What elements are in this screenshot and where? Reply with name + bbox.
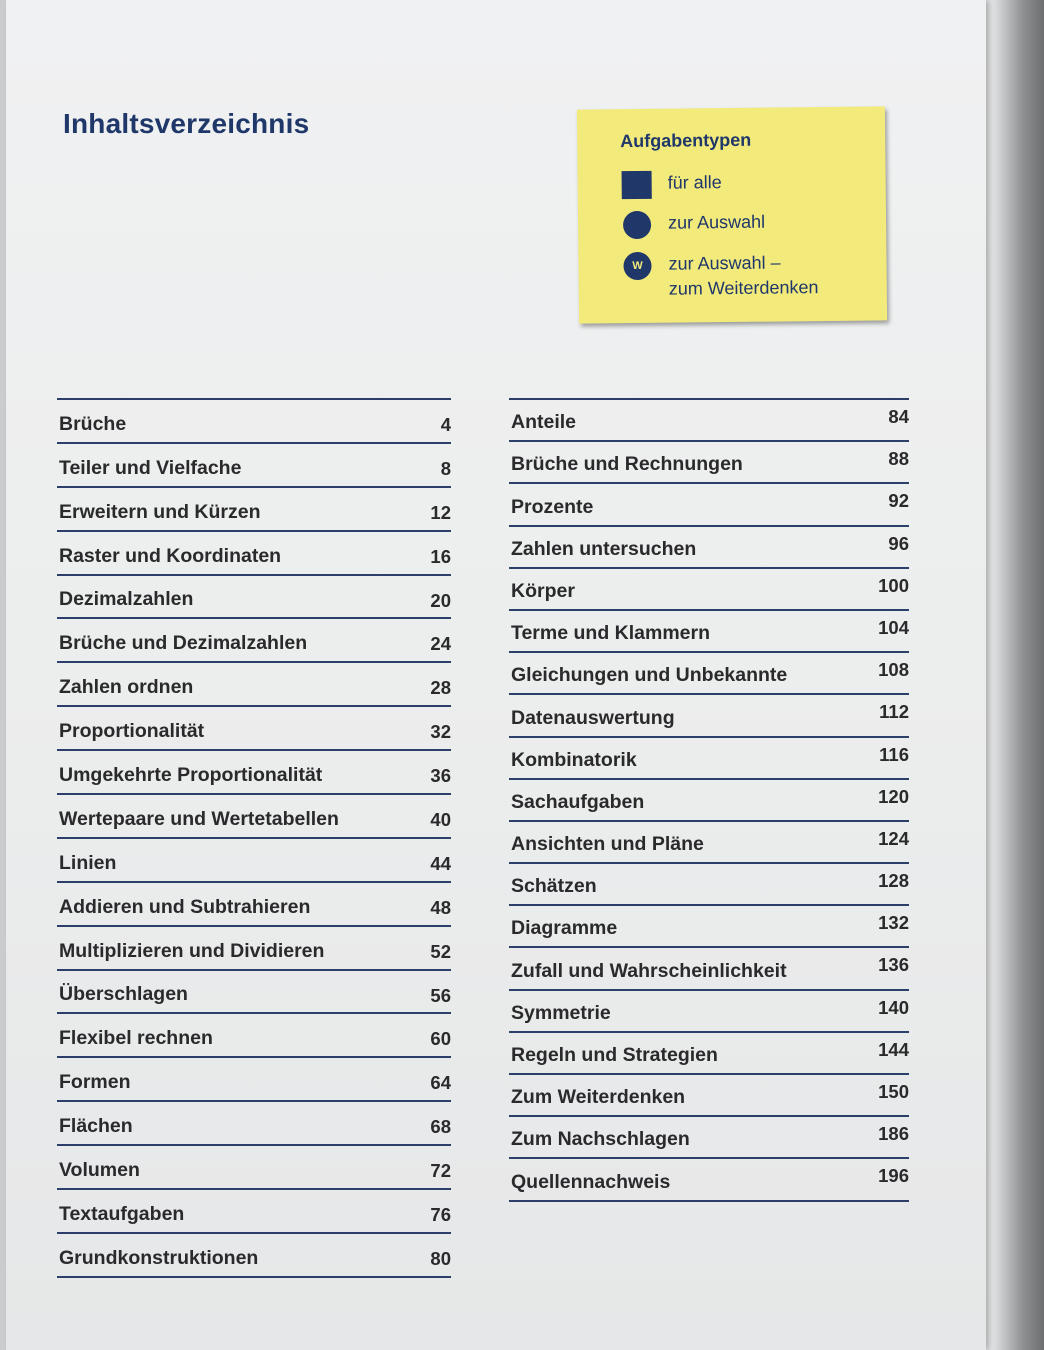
toc-entry-title: Symmetrie [511,1001,611,1024]
toc-entry-title: Zahlen untersuchen [511,537,697,560]
toc-entry-title: Linien [59,851,117,874]
toc-entry-page: 28 [430,677,451,699]
toc-entry-title: Umgekehrte Proportionalität [59,764,323,787]
toc-entry [509,738,909,780]
toc-entry-title: Zufall und Wahrscheinlichkeit [511,959,787,982]
toc-entry [509,991,909,1033]
book-page [6,0,986,1350]
toc-entry-title: Multiplizieren und Dividieren [59,939,325,962]
toc-entry-title: Brüche und Rechnungen [511,453,743,476]
toc-entry-page: 96 [888,532,909,554]
toc-entry-title: Textaufgaben [59,1202,185,1225]
toc-entry [57,971,451,1015]
toc-entry [57,1190,451,1234]
toc-entry [57,795,451,839]
toc-entry-title: Dezimalzahlen [59,588,194,611]
toc-entry-title: Anteile [511,411,577,434]
toc-entry-page: 44 [430,852,451,874]
toc-entry [57,707,451,751]
toc-entry [509,695,909,737]
toc-entry [57,400,451,444]
toc-entry-page: 124 [878,827,909,849]
toc-entry-title: Raster und Koordinaten [59,544,282,567]
toc-entry [509,780,909,822]
toc-entry [57,619,451,663]
legend-label-line1: zur Auswahl – [668,252,781,274]
toc-entry-page: 116 [879,743,909,765]
task-types-legend [577,106,887,323]
toc-entry [57,576,451,620]
toc-entry-page: 100 [878,574,909,596]
toc-entry-page: 112 [879,701,909,723]
toc-entry-page: 150 [878,1081,909,1102]
toc-entry-page: 16 [430,545,451,567]
toc-entry-page: 60 [430,1028,451,1050]
legend-label [668,250,818,302]
toc-column-right [509,398,909,1202]
toc-entry-page: 84 [888,406,909,427]
toc-entry-title: Volumen [59,1159,140,1182]
toc-entry-page: 72 [430,1160,451,1182]
toc-entry-page: 186 [878,1123,909,1145]
toc-entry-title: Ansichten und Pläne [511,833,704,856]
toc-entry [57,488,451,532]
toc-entry [509,1033,909,1075]
legend-label-line2: zum Weiterdenken [668,277,819,299]
toc-entry [57,751,451,795]
toc-entry-page: 36 [430,765,451,787]
toc-entry [57,444,451,488]
toc-entry-page: 120 [878,785,909,807]
legend-label: für alle [667,172,722,193]
toc-entry-title: Zum Nachschlagen [511,1128,690,1151]
toc-entry-title: Teiler und Vielfache [59,456,242,479]
toc-entry-page: 32 [430,721,451,743]
toc-entry-title: Brüche und Dezimalzahlen [59,632,308,655]
toc-entry-page: 76 [430,1204,451,1226]
legend-item-for-all [622,170,722,199]
toc-entry-title: Proportionalität [59,720,205,743]
toc-entry-title: Gleichungen und Unbekannte [511,664,788,687]
toc-entry [57,532,451,576]
toc-entry-title: Brüche [59,412,127,435]
toc-entry-page: 8 [440,457,451,479]
toc-entry [509,906,909,948]
toc-entry [57,927,451,971]
toc-entry-page: 24 [430,633,451,655]
toc-entry-title: Erweitern und Kürzen [59,500,261,523]
legend-title: Aufgabentypen [620,129,752,152]
toc-entry-page: 12 [430,501,451,523]
toc-entry [509,1117,909,1159]
legend-item-choice [622,210,765,239]
toc-entry [509,948,909,990]
toc-entry [57,1146,451,1190]
toc-entry [509,822,909,864]
toc-entry-title: Grundkonstruktionen [59,1246,259,1269]
toc-entry-title: Addieren und Subtrahieren [59,895,311,918]
toc-entry-page: 48 [430,896,451,918]
toc-entry-page: 108 [878,659,909,681]
toc-entry-page: 140 [878,996,909,1018]
toc-entry-title: Quellennachweis [511,1170,671,1193]
toc-entry-title: Regeln und Strategien [511,1044,718,1066]
legend-label: zur Auswahl [667,211,766,233]
toc-entry-title: Flächen [59,1115,133,1138]
toc-entry-page: 64 [430,1072,451,1094]
toc-entry-page: 136 [878,954,909,976]
toc-entry-page: 92 [888,490,909,512]
toc-entry [57,1014,451,1058]
toc-entry [509,569,909,611]
toc-entry [509,1075,909,1117]
toc-entry-title: Schätzen [511,875,597,898]
toc-entry-page: 56 [430,984,451,1006]
toc-entry-page: 144 [878,1038,909,1060]
toc-entry-title: Flexibel rechnen [59,1027,213,1050]
toc-entry [509,442,909,484]
toc-entry-title: Prozente [511,495,594,518]
toc-entry [509,400,909,442]
toc-entry-title: Zahlen ordnen [59,676,194,699]
toc-entry-page: 88 [888,448,909,470]
toc-entry-page: 52 [430,940,451,962]
toc-entry [57,663,451,707]
toc-entry [57,1234,451,1278]
toc-entry-page: 68 [430,1116,451,1138]
toc-column-left [57,398,451,1278]
w-circle-icon: W [623,252,651,280]
toc-entry-title: Terme und Klammern [511,622,711,645]
toc-entry-page: 132 [878,912,909,934]
toc-entry-title: Überschlagen [59,983,188,1006]
toc-entry-title: Wertepaare und Wertetabellen [59,807,339,830]
page-title: Inhaltsverzeichnis [63,108,310,139]
toc-entry-title: Datenauswertung [511,706,675,729]
toc-entry-page: 128 [878,870,909,892]
circle-icon [623,211,651,239]
toc-entry-title: Zum Weiterdenken [511,1086,686,1109]
toc-entry-title: Kombinatorik [511,748,637,771]
toc-entry-page: 196 [878,1165,909,1187]
toc-entry-page: 104 [878,616,909,638]
toc-entry-page: 4 [440,414,451,435]
toc-entry [509,1159,909,1201]
toc-entry [57,839,451,883]
toc-entry-title: Diagramme [511,917,618,940]
toc-entry [509,611,909,653]
toc-entry-title: Sachaufgaben [511,790,645,813]
legend-item-further-thinking [622,250,818,302]
toc-entry-page: 80 [430,1247,451,1269]
toc-entry-page: 20 [430,589,451,611]
toc-entry [57,1058,451,1102]
toc-entry [509,484,909,526]
toc-entry [57,1102,451,1146]
toc-entry [57,883,451,927]
toc-entry [509,864,909,906]
toc-entry-title: Formen [59,1071,131,1094]
toc-entry-page: 40 [430,809,451,831]
toc-entry-title: Körper [511,579,575,602]
toc-entry [509,527,909,569]
square-icon [622,171,652,199]
toc-entry [509,653,909,695]
